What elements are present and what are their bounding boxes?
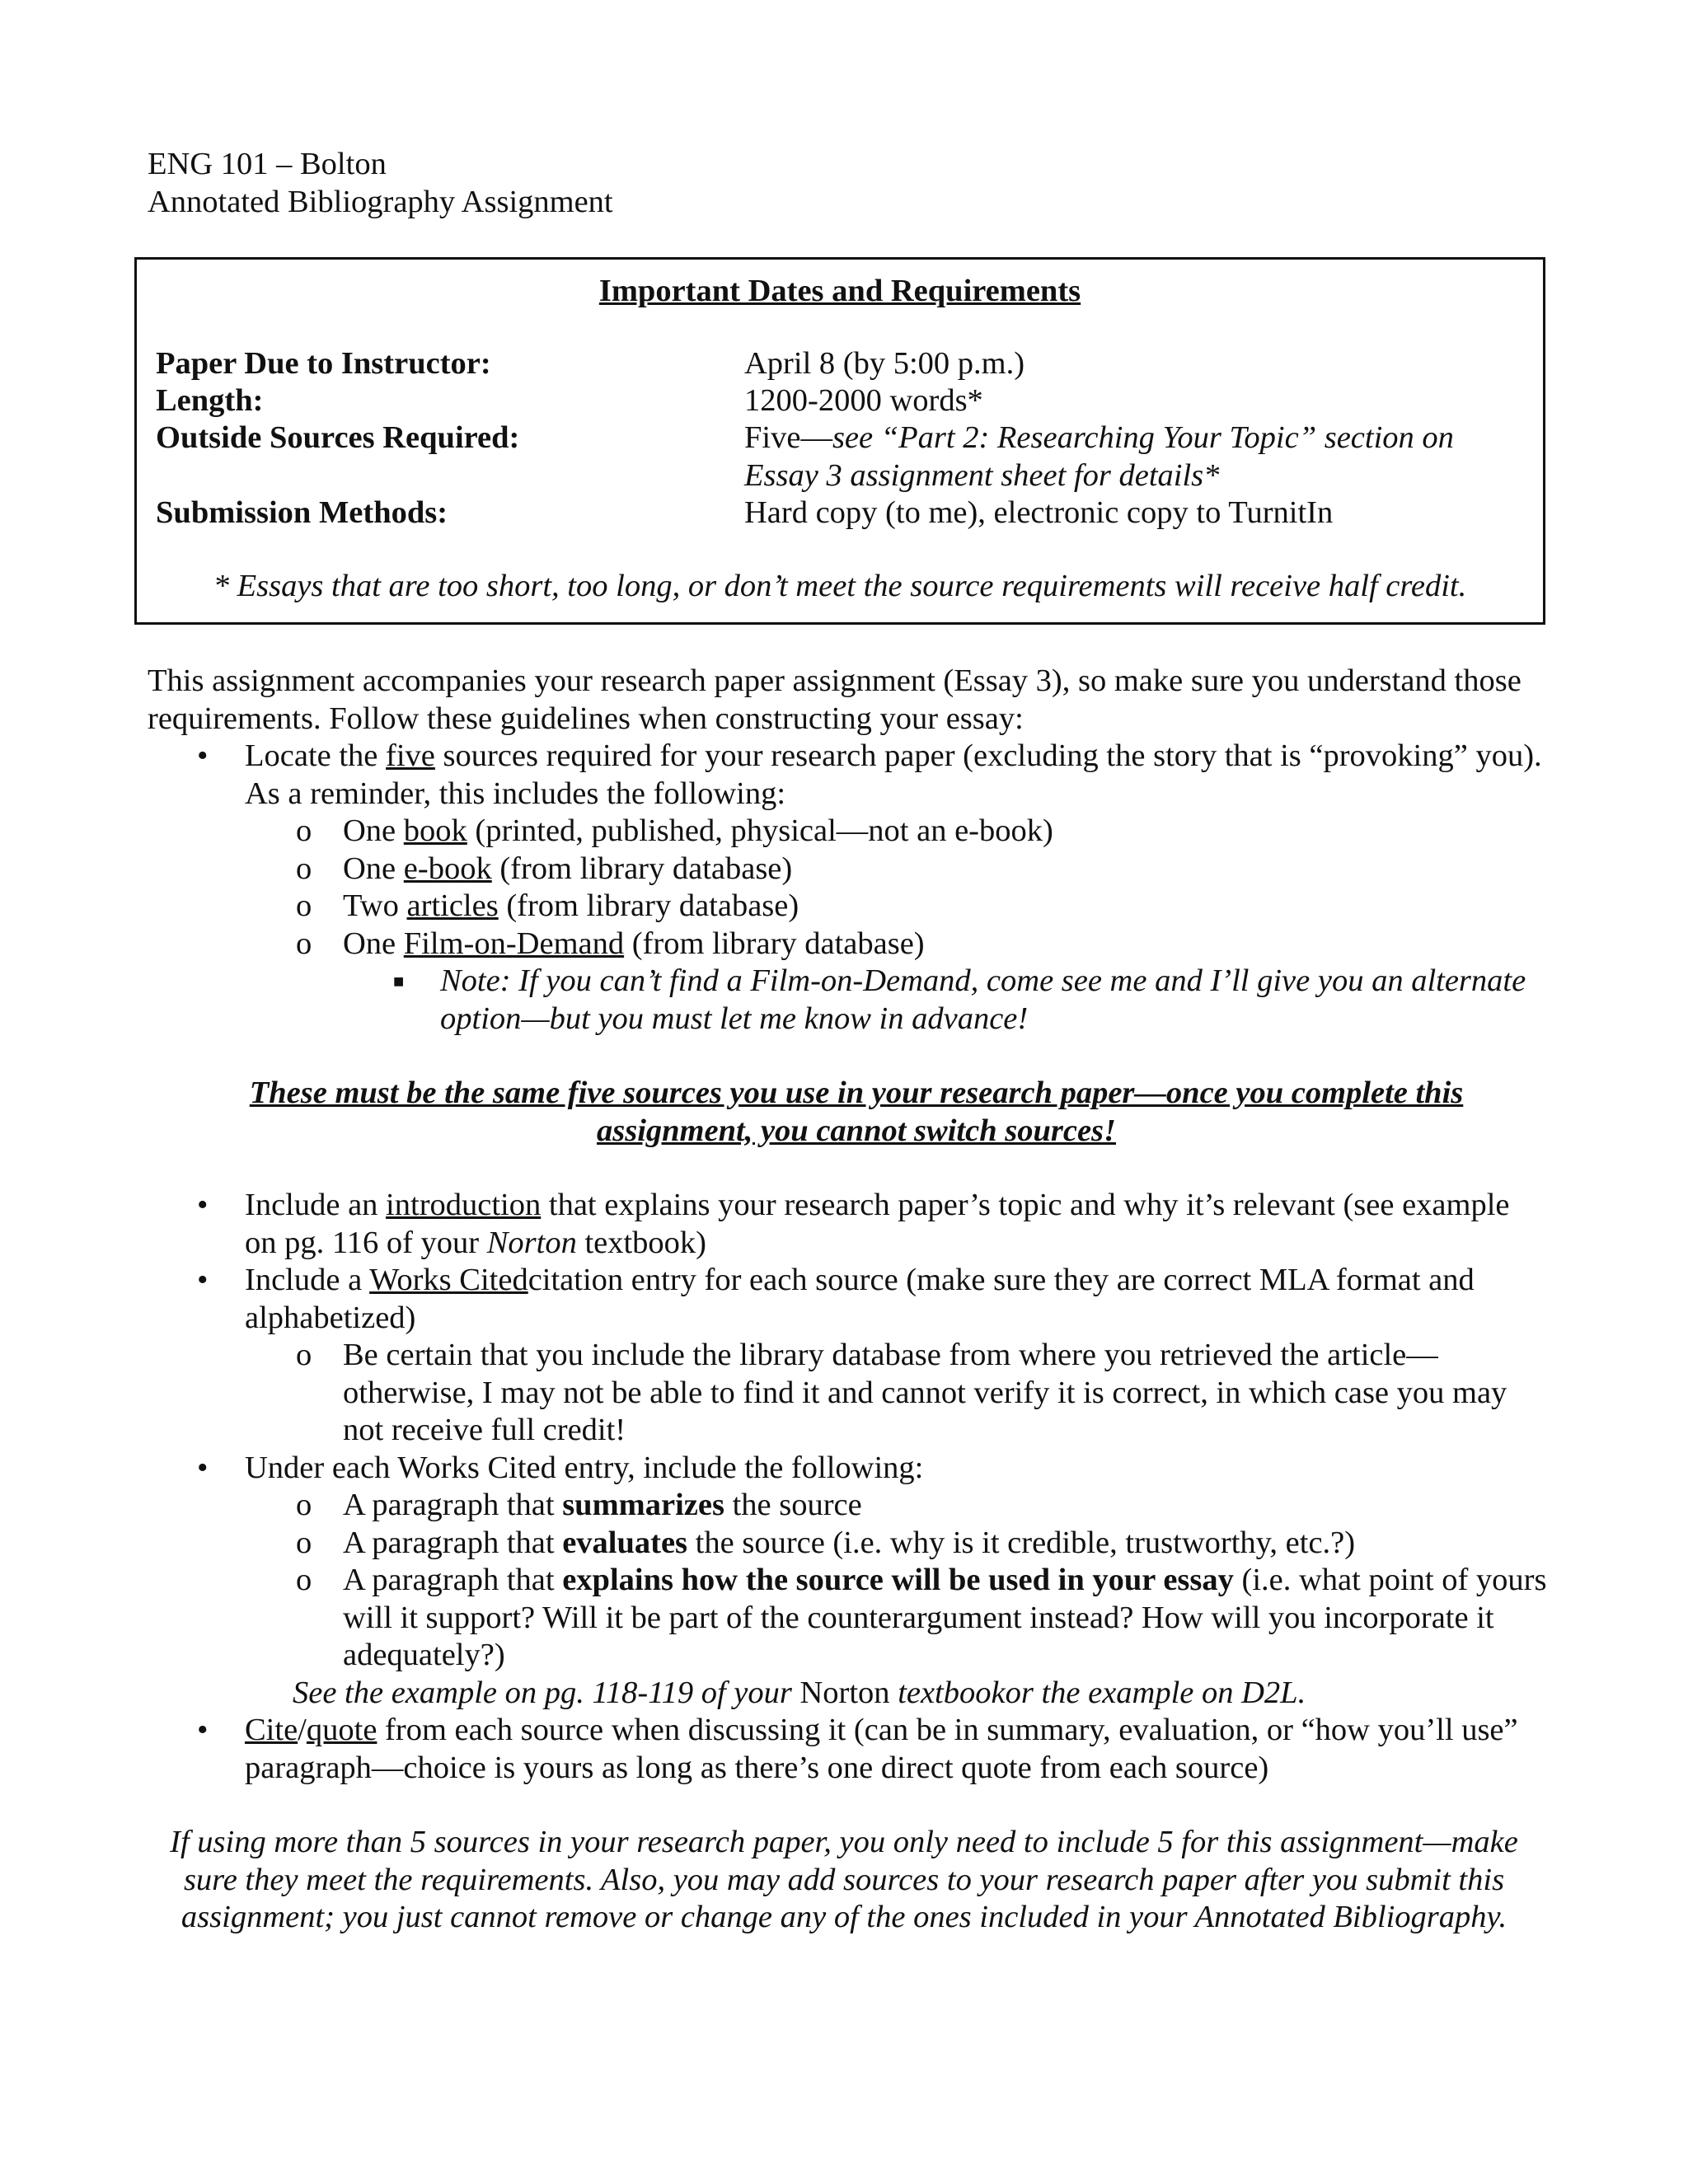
bullet-introduction <box>148 1187 1549 1262</box>
source-item-pre: One <box>343 851 404 886</box>
paragraph-requirement <box>148 1487 1549 1525</box>
warning-text: These must be the same five sources you use in your research paper—once you complete this assignment, you cannot switch sources! <box>249 1076 1464 1148</box>
document-body <box>148 663 1549 1937</box>
paragraph-req-post: (i.e. what point of yours will it support? Will it be part of the counterargument instead? How will you incorporate it adequately?) <box>343 1563 1547 1672</box>
req-value-sources <box>744 419 1519 494</box>
bullet-intro-post: textbook) <box>576 1225 707 1260</box>
source-item-pre: One <box>343 926 404 961</box>
source-item-post: (printed, published, physical—not an e-book) <box>467 813 1053 848</box>
paragraph-req-bold: explains how the source will be used in your essay <box>562 1563 1234 1597</box>
circle-bullet-icon: o <box>296 1488 312 1522</box>
see-example-line <box>148 1675 1549 1713</box>
paragraph-requirement <box>148 1525 1549 1563</box>
req-value-sources-italic: see “Part 2: Researching Your Topic” section on Essay 3 assignment sheet for details* <box>744 420 1454 493</box>
film-note-text: Note: If you can’t find a Film-on-Demand, come see me and I’ll give you an alternate option—but you must let me know in advance! <box>440 963 1526 1036</box>
paragraph-req-post: the source <box>724 1488 862 1522</box>
circle-bullet-icon: o <box>296 813 312 848</box>
paragraph-req-pre: A paragraph that <box>343 1525 563 1560</box>
bullet-cite-keyword: Cite <box>245 1713 298 1747</box>
bullet-dot-icon: • <box>197 1450 209 1485</box>
bullet-dot-icon: • <box>197 1263 209 1297</box>
source-item <box>148 851 1549 888</box>
source-item <box>148 888 1549 926</box>
bullet-works-cited <box>148 1262 1549 1337</box>
intro-paragraph: This assignment accompanies your research paper assignment (Essay 3), so make sure you understand those requirements. Follow these guidelines when constructing your essay: <box>148 663 1522 736</box>
bullet-under-text: Under each Works Cited entry, include the following: <box>245 1450 924 1485</box>
square-bullet-icon: ■ <box>393 971 405 991</box>
bullet-works-keyword: Works Cited <box>369 1263 528 1297</box>
circle-bullet-icon: o <box>296 1525 312 1560</box>
closing-note: If using more than 5 sources in your research paper, you only need to include 5 for this assignment—make sure they meet the requirements. Also, you may add sources to your research paper after you submit this assignment; you just cannot remove or change any of the ones included in your Annotated Bibliography. <box>170 1825 1518 1934</box>
works-cited-subitem <box>148 1337 1549 1450</box>
requirements-heading: Important Dates and Requirements <box>598 274 1081 308</box>
bullet-works-post: citation entry for each source (make sure they are correct MLA format and alphabetized) <box>245 1263 1475 1335</box>
bullet-under-entry <box>148 1450 1549 1488</box>
bullet-intro-keyword: introduction <box>386 1188 542 1222</box>
bullet-dot-icon: • <box>197 738 209 773</box>
bullet-dot-icon: • <box>197 1713 209 1747</box>
bullet-locate-pre: Locate the <box>245 738 387 773</box>
req-label-submission: Submission Methods: <box>156 495 448 530</box>
req-label-sources: Outside Sources Required: <box>156 420 520 455</box>
bullet-intro-pre: Include an <box>245 1188 387 1222</box>
bullet-intro-norton: Norton <box>486 1225 577 1260</box>
req-label-length: Length: <box>156 383 264 418</box>
source-item <box>148 813 1549 851</box>
bullet-works-pre: Include a <box>245 1263 370 1297</box>
paragraph-req-bold: evaluates <box>562 1525 688 1560</box>
see-example-pre: See the example on pg. 118-119 of your <box>293 1675 800 1710</box>
requirements-footnote: * Essays that are too short, too long, or don’t meet the source requirements will receive half credit. <box>213 569 1467 603</box>
bullet-quote-keyword: quote <box>306 1713 377 1747</box>
film-note <box>148 963 1549 1038</box>
bullet-intro-mid: that explains your research paper’s topic and why it’s relevant (see example on pg. 116 of your <box>245 1188 1510 1260</box>
works-sub-text: Be certain that you include the library database from where you retrieved the article—otherwise, I may not be able to find it and cannot verify it is correct, in which case you may not receive full credit! <box>343 1338 1507 1447</box>
req-value-submission: Hard copy (to me), electronic copy to TurnitIn <box>744 495 1334 530</box>
req-value-due: April 8 (by 5:00 p.m.) <box>744 346 1025 381</box>
source-item-type: Film-on-Demand <box>403 926 625 961</box>
circle-bullet-icon: o <box>296 888 312 923</box>
circle-bullet-icon: o <box>296 1563 312 1597</box>
document-header <box>148 146 1549 221</box>
circle-bullet-icon: o <box>296 1338 312 1372</box>
paragraph-requirement <box>148 1562 1549 1675</box>
source-item-post: (from library database) <box>491 851 793 886</box>
requirements-box <box>134 257 1545 625</box>
see-example-norton: Norton <box>799 1675 890 1710</box>
source-item-type: articles <box>406 888 499 923</box>
bullet-cite-slash: / <box>298 1713 307 1747</box>
source-item-pre: One <box>343 813 404 848</box>
source-item-type: book <box>403 813 467 848</box>
circle-bullet-icon: o <box>296 851 312 886</box>
circle-bullet-icon: o <box>296 926 312 961</box>
see-example-post: textbookor the example on D2L. <box>889 1675 1306 1710</box>
course-line: ENG 101 – Bolton <box>148 147 387 181</box>
paragraph-req-pre: A paragraph that <box>343 1488 563 1522</box>
source-item-pre: Two <box>343 888 407 923</box>
bullet-locate-post: sources required for your research paper (excluding the story that is “provoking” you). As a reminder, this includes the following: <box>245 738 1542 811</box>
source-item-post: (from library database) <box>498 888 799 923</box>
bullet-cite-quote <box>148 1712 1549 1787</box>
bullet-dot-icon: • <box>197 1188 209 1222</box>
paragraph-req-bold: summarizes <box>562 1488 724 1522</box>
bullet-locate-five: five <box>386 738 435 773</box>
req-value-length: 1200-2000 words* <box>744 383 983 418</box>
paragraph-req-pre: A paragraph that <box>343 1563 563 1597</box>
bullet-cite-post: from each source when discussing it (can be in summary, evaluation, or “how you’ll use” paragraph—choice is yours as long as there’s one direct quote from each source) <box>245 1713 1518 1785</box>
source-item <box>148 926 1549 963</box>
req-label-due: Paper Due to Instructor: <box>156 346 491 381</box>
assignment-title: Annotated Bibliography Assignment <box>148 184 613 219</box>
req-value-sources-plain: Five— <box>744 420 832 455</box>
bullet-locate <box>148 738 1549 813</box>
source-item-post: (from library database) <box>624 926 925 961</box>
source-item-type: e-book <box>403 851 492 886</box>
paragraph-req-post: the source (i.e. why is it credible, trustworthy, etc.?) <box>687 1525 1356 1560</box>
